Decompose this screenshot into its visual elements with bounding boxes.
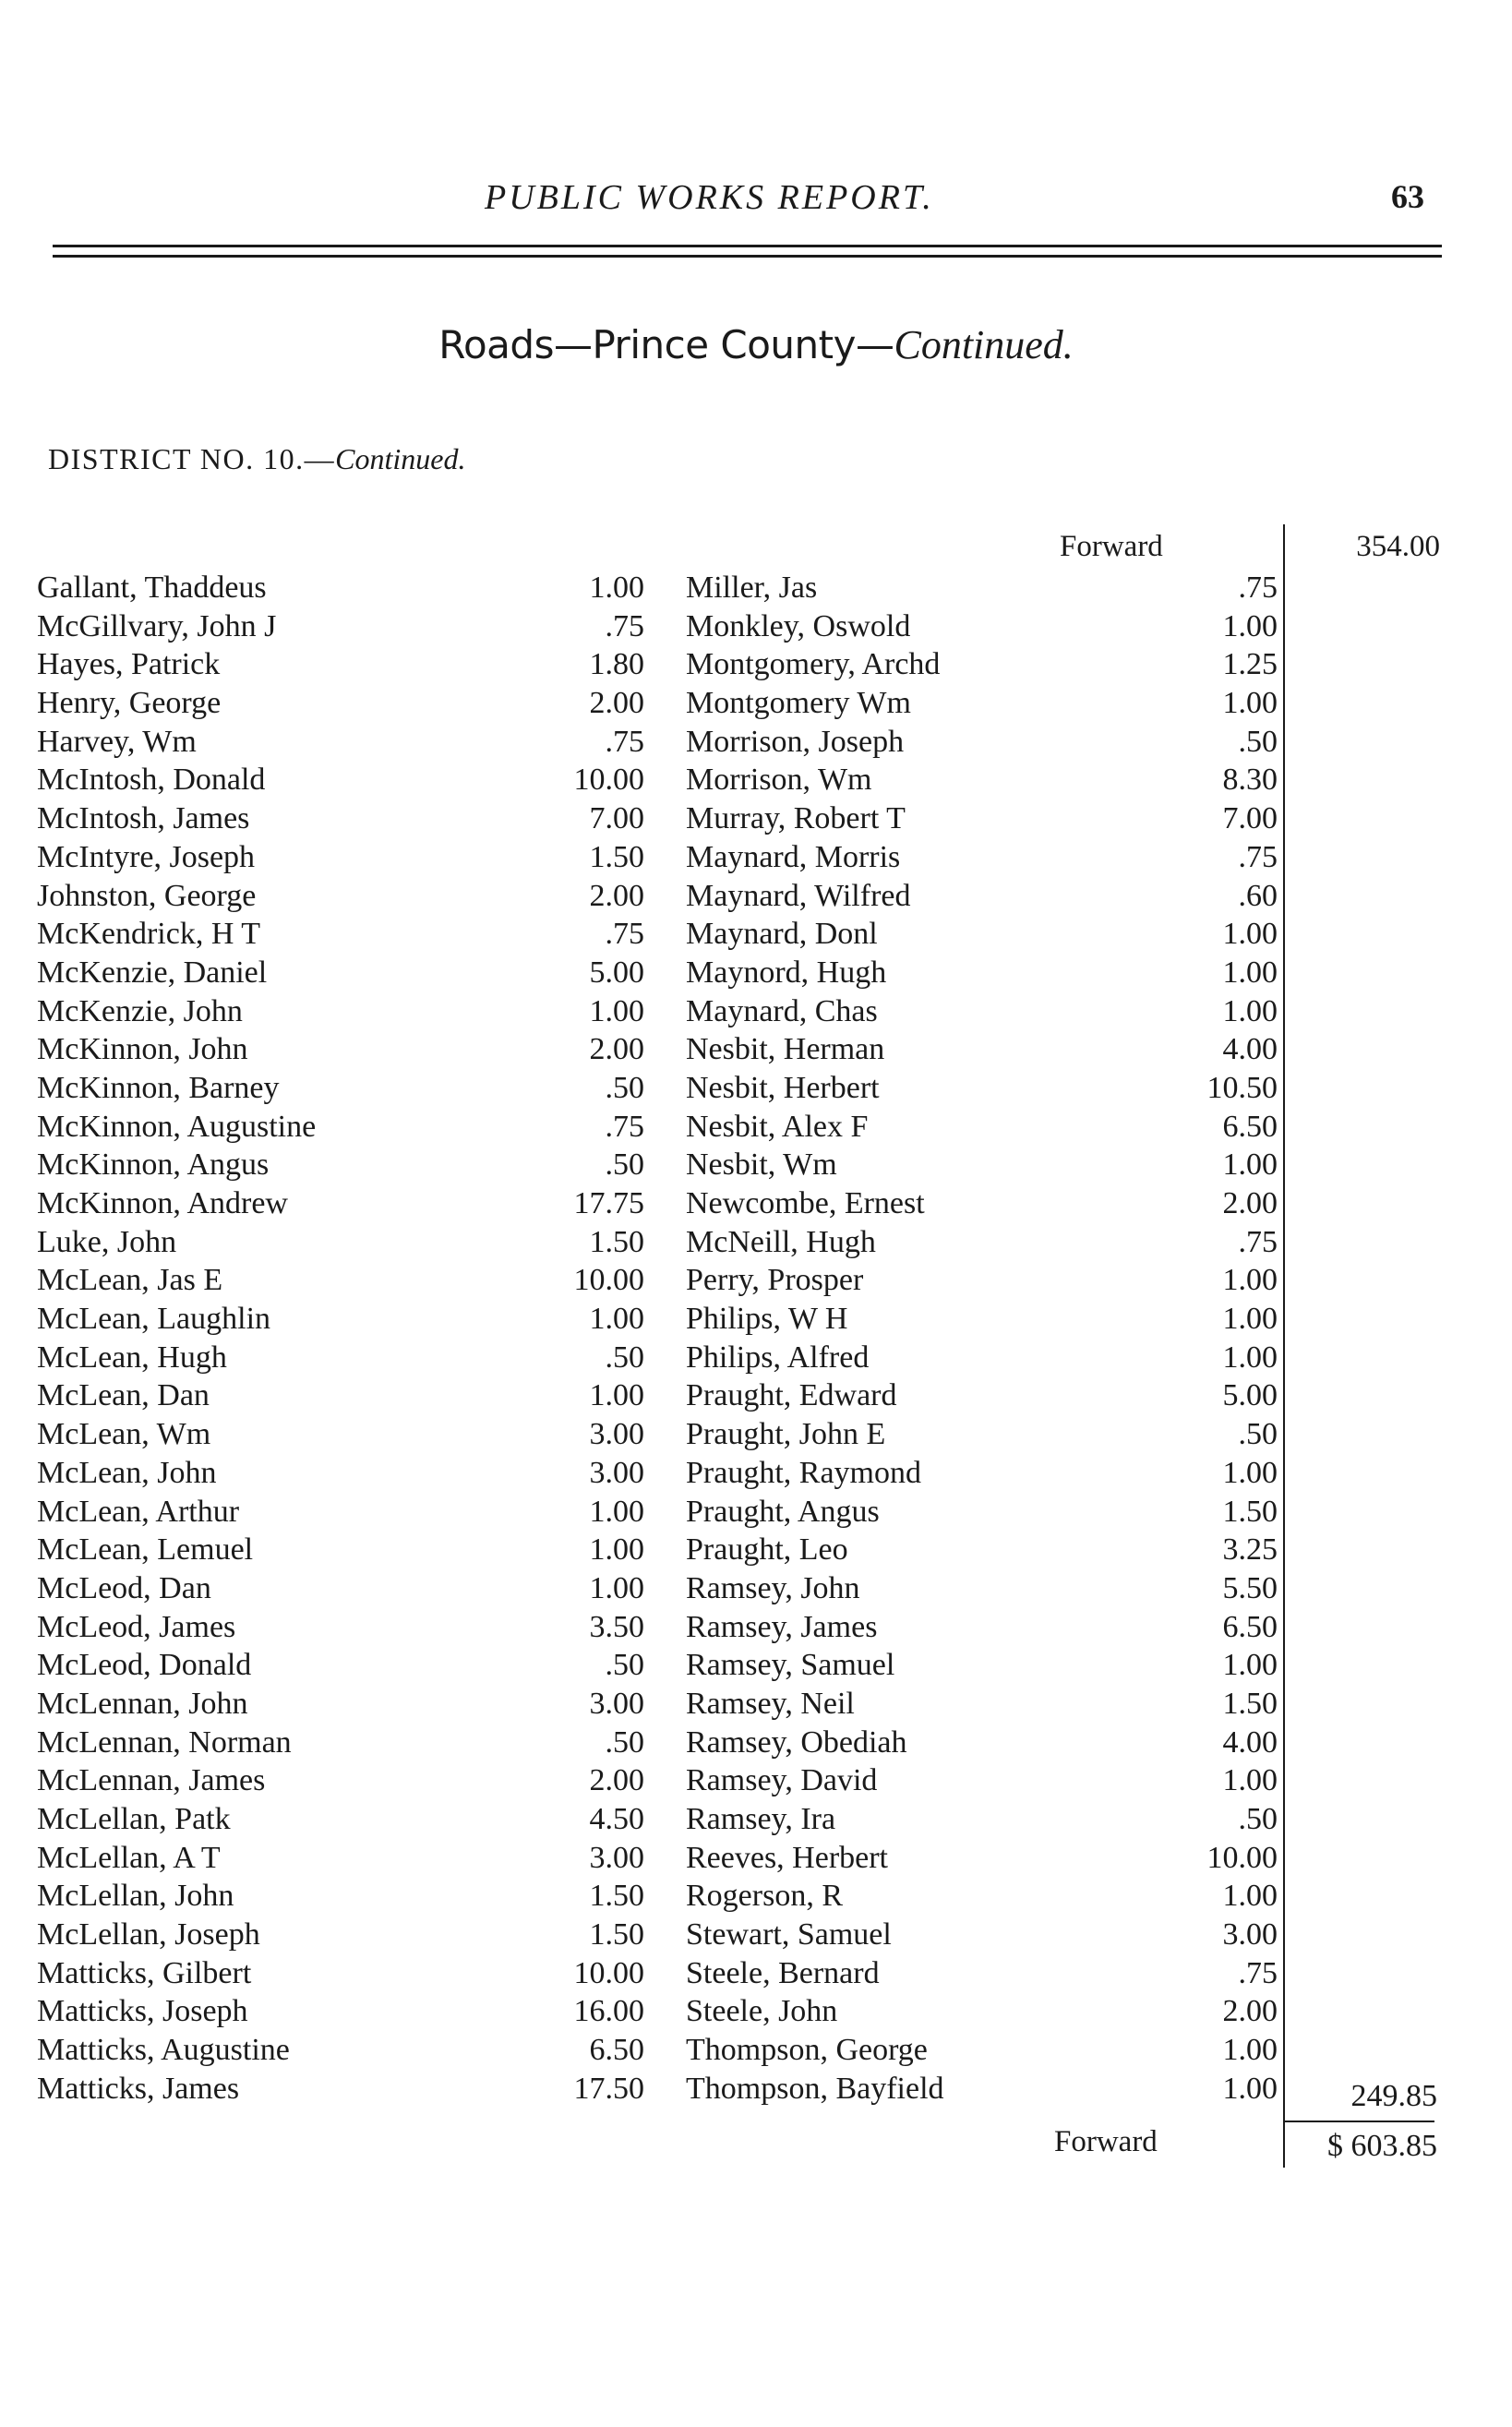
right-entry-name: Morrison, Joseph: [686, 724, 905, 759]
left-entry-name: McLean, Wm: [37, 1417, 211, 1452]
left-entry-amount: 7.00: [589, 801, 644, 836]
right-entry-amount: 3.00: [1222, 1917, 1278, 1952]
entry-row: [0, 761, 1512, 799]
header-rule-top: [53, 245, 1442, 247]
right-entry-name: Praught, Raymond: [686, 1455, 921, 1490]
right-entry-name: Nesbit, Herbert: [686, 1070, 880, 1105]
entry-row: [0, 1916, 1512, 1954]
left-entry-amount: 4.50: [589, 1802, 644, 1836]
left-entry-amount: 17.75: [573, 1186, 644, 1220]
right-entry-name: Murray, Robert T: [686, 801, 906, 836]
left-entry-amount: 3.00: [589, 1840, 644, 1875]
left-entry-amount: 1.00: [589, 1570, 644, 1605]
forward-bottom-amount: $ 603.85: [1327, 2129, 1437, 2163]
right-entry-name: Steele, Bernard: [686, 1955, 880, 1990]
right-entry-amount: 8.30: [1222, 763, 1278, 798]
left-entry-amount: 1.00: [589, 571, 644, 605]
right-entry-name: Montgomery Wm: [686, 686, 911, 721]
right-entry-amount: 5.00: [1222, 1378, 1278, 1413]
right-entry-amount: 1.00: [1222, 917, 1278, 952]
forward-top-label: Forward: [1060, 530, 1163, 563]
left-entry-amount: .75: [605, 1109, 644, 1144]
right-entry-name: Ramsey, Neil: [686, 1686, 855, 1721]
left-entry-name: McLellan, A T: [37, 1840, 221, 1875]
left-entry-amount: 2.00: [589, 1763, 644, 1798]
left-entry-amount: .50: [605, 1724, 644, 1760]
right-entry-name: McNeill, Hugh: [686, 1224, 876, 1259]
entry-row: [0, 1454, 1512, 1493]
left-entry-amount: 1.80: [589, 647, 644, 682]
left-entry-name: McIntyre, Joseph: [37, 839, 256, 874]
entry-row: [0, 569, 1512, 607]
right-entry-amount: 3.25: [1222, 1532, 1278, 1568]
right-entry-name: Ramsey, James: [686, 1609, 878, 1644]
left-entry-name: McLennan, James: [37, 1763, 266, 1798]
right-entry-amount: 1.50: [1222, 1686, 1278, 1721]
right-entry-amount: 1.00: [1222, 2033, 1278, 2068]
right-entry-amount: 1.00: [1222, 993, 1278, 1028]
entry-row: [0, 1531, 1512, 1569]
left-entry-name: McLellan, John: [37, 1879, 234, 1914]
entry-row: [0, 1569, 1512, 1608]
entry-row: [0, 1223, 1512, 1262]
left-entry-name: McIntosh, James: [37, 801, 250, 836]
left-entry-amount: 16.00: [573, 1994, 644, 2029]
entry-row: [0, 1030, 1512, 1069]
left-entry-name: McKenzie, John: [37, 993, 243, 1028]
entry-row: [0, 1724, 1512, 1762]
right-entry-name: Montgomery, Archd: [686, 647, 941, 682]
right-entry-amount: 10.00: [1206, 1840, 1278, 1875]
running-head: [0, 177, 1512, 225]
left-entry-amount: .50: [605, 1147, 644, 1183]
right-entry-amount: 1.00: [1222, 1263, 1278, 1298]
entry-row: [0, 954, 1512, 992]
district-heading: [48, 442, 465, 476]
left-entry-name: McKinnon, Augustine: [37, 1109, 317, 1144]
left-entry-amount: 3.00: [589, 1455, 644, 1490]
right-entry-name: Maynard, Chas: [686, 993, 878, 1028]
right-entry-name: Nesbit, Wm: [686, 1147, 837, 1183]
left-entry-name: McKinnon, Angus: [37, 1147, 270, 1183]
left-entry-name: McLean, John: [37, 1455, 217, 1490]
left-entry-name: Johnston, George: [37, 878, 257, 913]
right-entry-amount: .75: [1238, 571, 1278, 605]
left-entry-name: McKinnon, Andrew: [37, 1186, 288, 1220]
left-entry-amount: .50: [605, 1340, 644, 1375]
right-entry-amount: 2.00: [1222, 1186, 1278, 1220]
left-entry-amount: 10.00: [573, 763, 644, 798]
right-entry-amount: 1.00: [1222, 1648, 1278, 1683]
running-title: PUBLIC WORKS REPORT.: [485, 178, 934, 217]
entry-row: [0, 684, 1512, 723]
entry-row: [0, 1954, 1512, 1993]
right-entry-name: Stewart, Samuel: [686, 1917, 892, 1952]
column-subtotal: 249.85: [1350, 2079, 1437, 2113]
right-entry-name: Reeves, Herbert: [686, 1840, 889, 1875]
left-entry-name: Gallant, Thaddeus: [37, 571, 267, 605]
right-entry-name: Morrison, Wm: [686, 763, 872, 798]
right-entry-name: Ramsey, John: [686, 1570, 860, 1605]
right-entry-name: Nesbit, Alex F: [686, 1109, 869, 1144]
page-number: 63: [1391, 178, 1424, 215]
right-entry-amount: .50: [1238, 1417, 1278, 1452]
right-entry-name: Maynard, Wilfred: [686, 878, 911, 913]
right-entry-amount: 1.00: [1222, 1879, 1278, 1914]
right-entry-name: Philips, W H: [686, 1302, 848, 1337]
right-entry-name: Perry, Prosper: [686, 1263, 864, 1298]
right-entry-amount: 6.50: [1222, 1109, 1278, 1144]
left-entry-name: Luke, John: [37, 1224, 177, 1259]
left-entry-amount: .75: [605, 608, 644, 643]
right-entry-name: Maynord, Hugh: [686, 955, 887, 990]
entry-row: [0, 1108, 1512, 1147]
left-entry-amount: 3.50: [589, 1609, 644, 1644]
left-entry-name: McLellan, Patk: [37, 1802, 231, 1836]
district-label-continued: Continued.: [335, 442, 466, 475]
left-entry-amount: 17.50: [573, 2071, 644, 2106]
entry-row: [0, 1376, 1512, 1415]
right-entry-name: Maynard, Morris: [686, 839, 901, 874]
left-entry-name: Matticks, James: [37, 2071, 240, 2106]
left-entry-name: McLeod, Donald: [37, 1648, 252, 1683]
right-entry-name: Praught, Angus: [686, 1494, 880, 1529]
right-entry-amount: 10.50: [1206, 1070, 1278, 1105]
entry-row: [0, 838, 1512, 877]
left-entry-amount: .75: [605, 724, 644, 759]
left-entry-name: McLeod, Dan: [37, 1570, 211, 1605]
right-entry-amount: 1.00: [1222, 1147, 1278, 1183]
right-entry-amount: .75: [1238, 1224, 1278, 1259]
left-entry-name: McLennan, Norman: [37, 1724, 292, 1760]
entry-row: [0, 992, 1512, 1031]
right-entry-amount: 4.00: [1222, 1032, 1278, 1067]
entry-row: [0, 1184, 1512, 1223]
right-entry-name: Nesbit, Herman: [686, 1032, 885, 1067]
left-entry-amount: 2.00: [589, 686, 644, 721]
section-title: [0, 321, 1512, 368]
right-entry-name: Praught, Edward: [686, 1378, 897, 1413]
entry-row: [0, 2031, 1512, 2070]
right-entry-amount: 1.50: [1222, 1494, 1278, 1529]
entry-row: [0, 877, 1512, 916]
right-entry-amount: 6.50: [1222, 1609, 1278, 1644]
left-entry-name: McKenzie, Daniel: [37, 955, 268, 990]
left-entry-amount: 2.00: [589, 1032, 644, 1067]
left-entry-name: McLean, Hugh: [37, 1340, 227, 1375]
right-entry-amount: 1.00: [1222, 955, 1278, 990]
entry-row: [0, 607, 1512, 646]
entry-row: [0, 1877, 1512, 1916]
right-entry-name: Rogerson, R: [686, 1879, 843, 1914]
subtotal-rule: [1285, 2121, 1434, 2122]
right-entry-name: Thompson, George: [686, 2033, 928, 2068]
right-entry-amount: .75: [1238, 839, 1278, 874]
entry-row: [0, 1761, 1512, 1800]
left-entry-amount: 1.00: [589, 1532, 644, 1568]
entry-row: [0, 1992, 1512, 2031]
district-label: DISTRICT NO. 10.—: [48, 442, 336, 475]
entry-row: [0, 1608, 1512, 1647]
right-entry-name: Praught, Leo: [686, 1532, 848, 1568]
left-entry-amount: 10.00: [573, 1955, 644, 1990]
left-entry-amount: 10.00: [573, 1263, 644, 1298]
right-entry-name: Ramsey, Ira: [686, 1802, 836, 1836]
left-entry-amount: 1.50: [589, 1224, 644, 1259]
left-entry-amount: .50: [605, 1070, 644, 1105]
entry-row: [0, 1146, 1512, 1184]
entry-row: [0, 645, 1512, 684]
left-entry-name: McLeod, James: [37, 1609, 236, 1644]
left-entry-name: Matticks, Gilbert: [37, 1955, 252, 1990]
entry-row: [0, 1300, 1512, 1339]
left-entry-amount: 2.00: [589, 878, 644, 913]
right-entry-name: Monkley, Oswold: [686, 608, 911, 643]
left-entry-amount: 1.00: [589, 1494, 644, 1529]
forward-top-amount: 354.00: [1356, 530, 1440, 563]
right-entry-amount: 7.00: [1222, 801, 1278, 836]
left-entry-name: Harvey, Wm: [37, 724, 197, 759]
left-entry-name: McIntosh, Donald: [37, 763, 266, 798]
right-entry-amount: .75: [1238, 1955, 1278, 1990]
left-entry-name: McLean, Arthur: [37, 1494, 240, 1529]
section-title-continued: Continued.: [894, 322, 1074, 367]
left-entry-amount: .75: [605, 917, 644, 952]
header-rule-bottom: [53, 255, 1442, 258]
section-title-main: Roads—Prince County—: [438, 322, 894, 367]
left-entry-name: McLean, Laughlin: [37, 1302, 271, 1337]
right-entry-amount: .50: [1238, 1802, 1278, 1836]
right-entry-name: Miller, Jas: [686, 571, 818, 605]
right-entry-name: Praught, John E: [686, 1417, 886, 1452]
left-entry-name: McGillvary, John J: [37, 608, 277, 643]
entry-row: [0, 799, 1512, 838]
left-entry-name: McKendrick, H T: [37, 917, 261, 952]
right-entry-amount: 1.00: [1222, 2071, 1278, 2106]
left-entry-amount: 3.00: [589, 1417, 644, 1452]
right-entry-name: Ramsey, David: [686, 1763, 878, 1798]
entry-row: [0, 1646, 1512, 1685]
entry-row: [0, 1839, 1512, 1878]
left-entry-name: McLennan, John: [37, 1686, 248, 1721]
right-entry-amount: .50: [1238, 724, 1278, 759]
left-entry-name: McLean, Jas E: [37, 1263, 223, 1298]
right-entry-name: Steele, John: [686, 1994, 838, 2029]
left-entry-amount: 1.50: [589, 839, 644, 874]
right-entry-amount: 1.25: [1222, 647, 1278, 682]
left-entry-name: Matticks, Augustine: [37, 2033, 290, 2068]
right-entry-amount: .60: [1238, 878, 1278, 913]
left-entry-amount: 1.50: [589, 1917, 644, 1952]
right-entry-amount: 2.00: [1222, 1994, 1278, 2029]
right-entry-name: Ramsey, Samuel: [686, 1648, 895, 1683]
left-entry-name: McLean, Dan: [37, 1378, 210, 1413]
entry-row: [0, 1800, 1512, 1839]
left-entry-amount: 1.50: [589, 1879, 644, 1914]
right-entry-amount: 1.00: [1222, 608, 1278, 643]
left-entry-amount: 1.00: [589, 993, 644, 1028]
right-entry-name: Ramsey, Obediah: [686, 1724, 907, 1760]
forward-bottom-label: Forward: [1054, 2125, 1158, 2158]
entries-list: [0, 569, 1512, 2109]
left-entry-name: Matticks, Joseph: [37, 1994, 248, 2029]
left-entry-amount: 1.00: [589, 1378, 644, 1413]
left-entry-amount: 1.00: [589, 1302, 644, 1337]
left-entry-amount: .50: [605, 1648, 644, 1683]
left-entry-name: Hayes, Patrick: [37, 647, 221, 682]
right-entry-amount: 1.00: [1222, 1302, 1278, 1337]
right-entry-amount: 1.00: [1222, 1763, 1278, 1798]
right-entry-amount: 4.00: [1222, 1724, 1278, 1760]
entry-row: [0, 915, 1512, 954]
right-entry-name: Thompson, Bayfield: [686, 2071, 944, 2106]
left-entry-name: McKinnon, Barney: [37, 1070, 280, 1105]
right-entry-amount: 1.00: [1222, 686, 1278, 721]
right-entry-name: Philips, Alfred: [686, 1340, 870, 1375]
right-entry-name: Maynard, Donl: [686, 917, 878, 952]
right-entry-amount: 1.00: [1222, 1455, 1278, 1490]
left-entry-amount: 3.00: [589, 1686, 644, 1721]
left-entry-name: McLean, Lemuel: [37, 1532, 254, 1568]
right-entry-amount: 5.50: [1222, 1570, 1278, 1605]
entry-row: [0, 1069, 1512, 1108]
entry-row: [0, 1493, 1512, 1532]
left-entry-name: McKinnon, John: [37, 1032, 248, 1067]
left-entry-amount: 5.00: [589, 955, 644, 990]
entry-row: [0, 723, 1512, 762]
left-entry-name: Henry, George: [37, 686, 222, 721]
entry-row: [0, 1261, 1512, 1300]
right-entry-name: Newcombe, Ernest: [686, 1186, 925, 1220]
left-entry-amount: 6.50: [589, 2033, 644, 2068]
entry-row: [0, 1685, 1512, 1724]
entry-row: [0, 1339, 1512, 1377]
right-entry-amount: 1.00: [1222, 1340, 1278, 1375]
entry-row: [0, 1415, 1512, 1454]
left-entry-name: McLellan, Joseph: [37, 1917, 260, 1952]
